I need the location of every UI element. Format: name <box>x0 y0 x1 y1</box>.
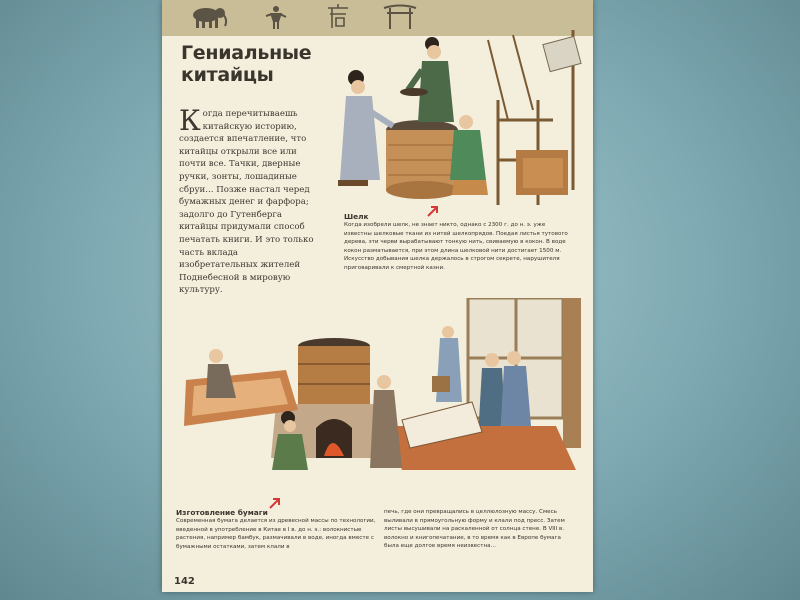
elephant-icon <box>193 8 226 28</box>
paper-caption-col2 <box>384 508 574 551</box>
figure-icon <box>266 6 286 29</box>
paper-caption-text-col1: Современная бумага делается из древесной массы по технологии, введенной в употребление в Китае в I в. до н. э.: волокнистые растения, например бамбук, размачивали в воде, иногда вместе с бумажными остатками, затем клали в <box>176 518 376 550</box>
book-page <box>162 0 593 592</box>
silk-caption-title: Шелк <box>344 212 369 221</box>
silk-caption <box>344 212 572 273</box>
drop-cap: К <box>179 104 201 137</box>
paper-pointer-arrow-icon <box>268 496 282 510</box>
intro-text <box>179 104 319 297</box>
chinese-character-icon <box>328 4 348 28</box>
silk-production-illustration <box>338 30 593 212</box>
paper-caption-text-col2: печь, где они превращались в целлюлозную массу. Смесь выливали в прямоугольную форму и клали под пресс. Затем листы высушивали на раскаленной от солнца стене. В VIII в. волокно и книгопечатание, в то время как в Европе бумага была еще долгое время неизвестна... <box>384 509 565 550</box>
silk-caption-text: Когда изобрели шелк, не знает никто, однако с 2300 г. до н. э. уже известны шелковые ткани из нитей шелкопрядов. Поедая листья тутового дерева, эти черви вырабатывают тонкую нить, свиваемую в кокон. В воде кокон разматывается, при этом длина шелковой нити достигает 1500 м. Искусство добывания шелка держалось в строгом секрете, нарушителя приговаривали к смертной казни. <box>344 222 568 271</box>
page-title: Гениальные китайцы <box>181 42 312 86</box>
silk-pointer-arrow-icon <box>426 204 440 218</box>
paper-caption-title: Изготовление бумаги <box>176 508 268 517</box>
paper-caption <box>176 508 378 551</box>
intro-body: огда перечитываешь китайскую историю, создается впечатление, что китайцы открыли все или почти все. Тачки, дверные ручки, зонты, лошадиные сбруи... Позже настал черед бумажных денег и фарфора; задолго до Гутенберга китайцы придумали способ печатать книги. И это только часть вклада изобретательных жителей Поднебесной в мировую культуру. <box>179 109 314 296</box>
page-number: 142 <box>174 576 195 587</box>
papermaking-illustration <box>176 298 590 498</box>
gate-icon <box>384 6 416 30</box>
